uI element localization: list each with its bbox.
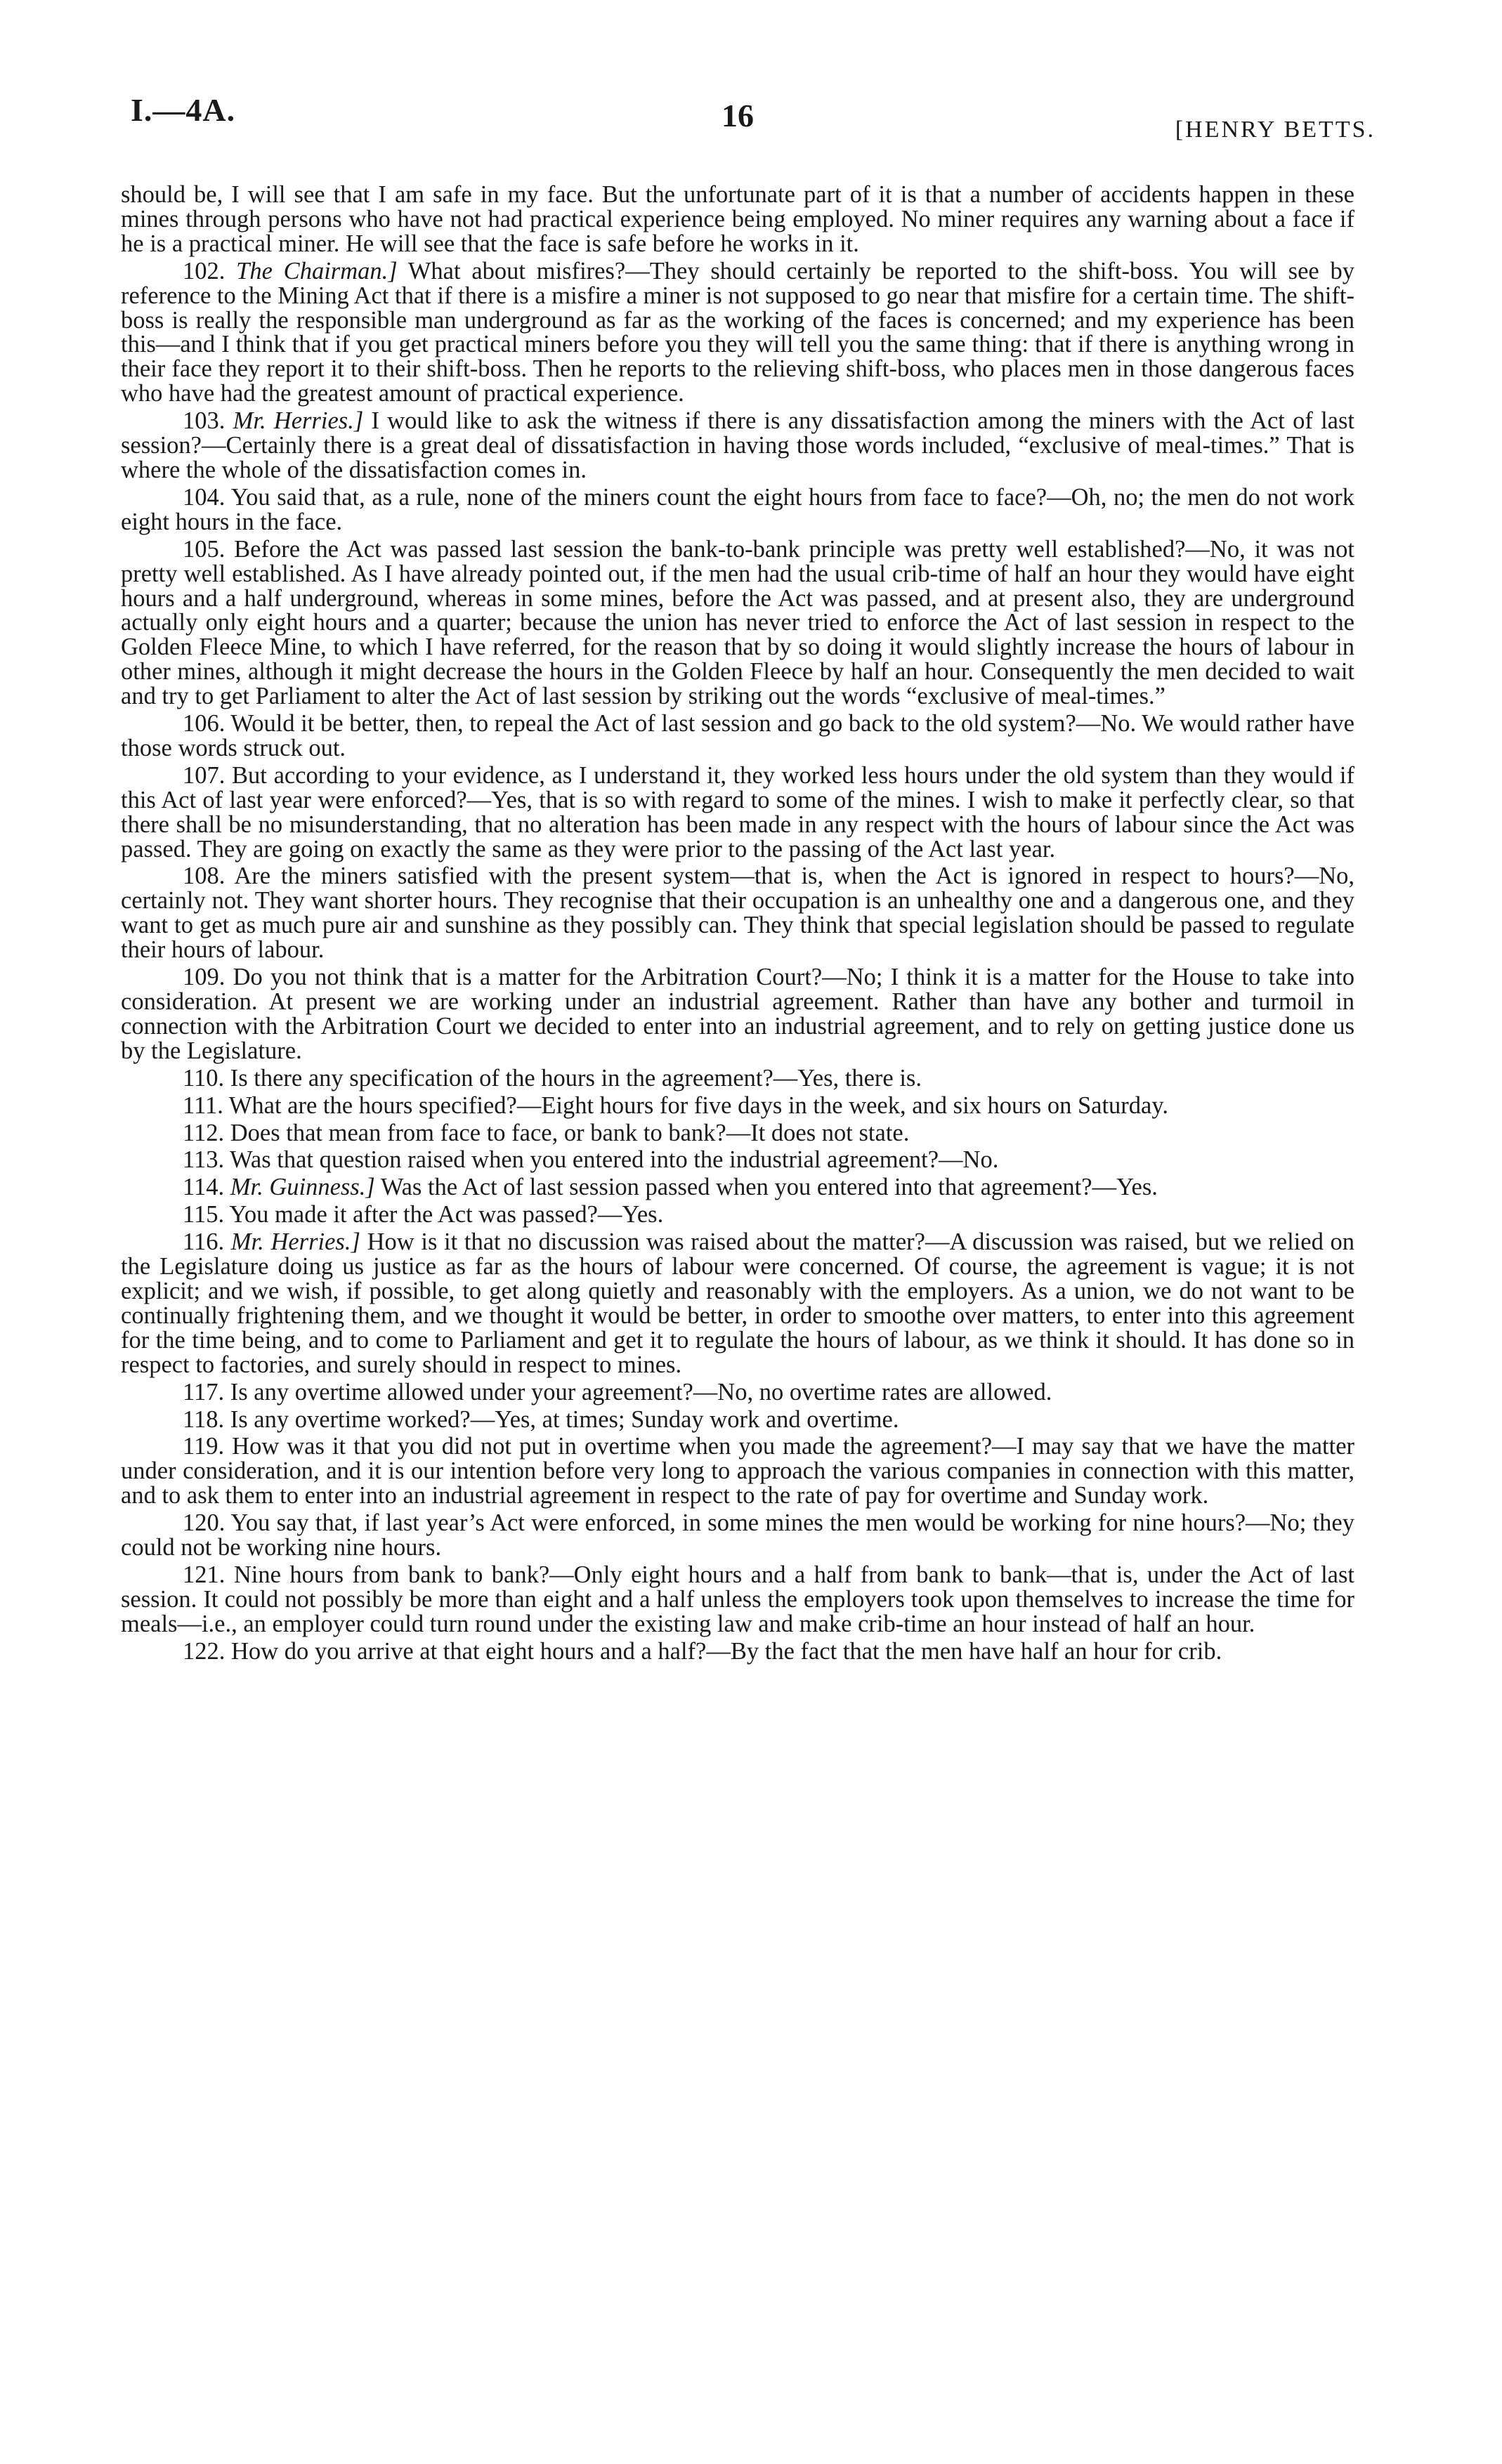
evidence-paragraph [121, 1563, 1354, 1637]
question-number: 105. [183, 535, 226, 563]
paragraph-text: What are the hours specified?—Eight hours for five days in the week, and six hours on Saturday. [228, 1092, 1168, 1119]
evidence-paragraph [121, 1511, 1354, 1560]
paragraph-text: Was the Act of last session passed when you entered into that agreement?—Yes. [380, 1174, 1158, 1201]
evidence-paragraph [121, 1405, 1354, 1433]
page-number: 16 [721, 98, 754, 133]
paragraph-text: How do you arrive at that eight hours and a half?—By the fact that the men have half an hour for crib. [231, 1637, 1222, 1665]
question-number: 111. [183, 1092, 223, 1119]
paragraph-text: Is there any specification of the hours in the agreement?—Yes, there is. [230, 1064, 922, 1092]
speaker-name: The Chairman.] [236, 257, 398, 284]
evidence-paragraph [121, 1121, 1354, 1146]
question-number: 118. [183, 1405, 225, 1433]
paragraph-text: How is it that no discussion was raised about the matter?—A discussion was raised, but we relied on the Legislature doing us justice as far as the hours of labour were concerned. Of course, the agreement is vague; it is not explicit; and we wish, if possible, to get along quietly and reasonably with the employers. As a union, we do not want to be continually frightening them, and we thought it would be better, in order to smoothe over matters, to enter into this agreement for the time being, and to come to Parliament and get it to regulate the hours of labour, as we think it should. It has done so in respect to factories, and surely should in respect to mines. [121, 1228, 1355, 1378]
evidence-paragraph [121, 1175, 1354, 1200]
paragraph-text: I would like to ask the witness if there is any dissatisfaction among the miners with the Act of last session?—Certainly there is a great deal of dissatisfaction in having those words included, “exclusive of meal-times.” That is where the whole of the dissatisfaction comes in. [121, 407, 1355, 483]
parliamentary-paper-ref: I.—4A. [131, 92, 236, 128]
paragraph-text: You say that, if last year’s Act were enforced, in some mines the men would be working for nine hours?—No; they could not be working nine hours. [121, 1509, 1354, 1561]
paragraph-text: Do you not think that is a matter for the Arbitration Court?—No; I think it is a matter for the House to take into consideration. At present we are working under an industrial agreement. Rather than have any bother and turmoil in connection with the Arbitration Court we decided to enter into an industrial agreement, and to rely on getting justice done us by the Legislature. [121, 964, 1354, 1064]
speaker-name: Mr. Herries.] [233, 407, 364, 435]
question-number: 108. [183, 863, 226, 890]
question-number: 107. [183, 761, 226, 789]
evidence-paragraph [121, 1434, 1354, 1508]
question-number: 121. [183, 1561, 226, 1588]
evidence-paragraph [121, 537, 1354, 709]
speaker-name: Mr. Guinness.] [230, 1174, 375, 1201]
question-number: 122. [183, 1637, 226, 1665]
question-number: 116. [183, 1228, 225, 1256]
paragraph-text: Are the miners satisfied with the present system—that is, when the Act is ignored in respect to hours?—No, certainly not. They want shorter hours. They recognise that their occupation is an unhealthy one and a dangerous one, and they want to get as much pure air and sunshine as they possibly can. They think that special legislation should be passed to regulate their hours of labour. [121, 863, 1354, 964]
question-number: 114. [183, 1174, 225, 1201]
question-number: 120. [183, 1509, 226, 1537]
paragraph-text: What about misfires?—They should certainly be reported to the shift-boss. You will see by reference to the Mining Act that if there is a misfire a miner is not supposed to go near that misfire for a certain time. The shift-boss is really the responsible man underground as far as the working of the faces is concerned; and my experience has been this—and I think that if you get practical miners before you they will tell you the same thing: that if there is anything wrong in their face they report it to their shift-boss. Then he reports to the relieving shift-boss, who places men in those dangerous faces who have had the greatest amount of practical experience. [121, 257, 1354, 407]
evidence-paragraph [121, 1639, 1354, 1664]
evidence-paragraph [121, 409, 1354, 483]
question-number: 109. [183, 964, 226, 991]
question-number: 119. [183, 1433, 225, 1460]
question-number: 104. [183, 483, 226, 511]
question-number: 115. [183, 1201, 225, 1228]
evidence-paragraph [121, 1066, 1354, 1091]
evidence-paragraph [121, 485, 1354, 535]
evidence-paragraph [121, 965, 1354, 1063]
paragraph-text: Was that question raised when you entered into the industrial agreement?—No. [230, 1146, 999, 1174]
question-number: 113. [183, 1146, 225, 1174]
paragraph-text: Nine hours from bank to bank?—Only eight hours and a half from bank to bank—that is, under the Act of last session. It could not possibly be more than eight and a half unless the employers took upon themselves to increase the time for meals—i.e., an employer could turn round under the existing law and make crib-time an hour instead of half an hour. [121, 1561, 1354, 1637]
paragraph-text: But according to your evidence, as I understand it, they worked less hours under the old system than they would if this Act of last year were enforced?—Yes, that is so with regard to some of the mines. I wish to make it perfectly clear, so that there shall be no misunderstanding, that no alteration has been made in any respect with the hours of labour since the Act was passed. They are going on exactly the same as they were prior to the passing of the Act last year. [121, 761, 1355, 863]
evidence-text [121, 183, 1354, 1664]
evidence-paragraph [121, 761, 1355, 863]
question-number: 117. [183, 1378, 225, 1405]
question-number: 102. [183, 257, 226, 284]
evidence-paragraph [121, 712, 1354, 761]
paragraph-text: Is any overtime allowed under your agreement?—No, no overtime rates are allowed. [230, 1378, 1052, 1405]
witness-name: [HENRY BETTS. [1175, 117, 1376, 143]
question-number: 110. [183, 1064, 225, 1092]
evidence-paragraph [121, 1094, 1354, 1118]
page-header [121, 91, 1376, 155]
paragraph-text: Does that mean from face to face, or bank to bank?—It does not state. [230, 1119, 910, 1146]
paragraph-text: Would it be better, then, to repeal the Act of last session and go back to the old system?—No. We would rather have those words struck out. [121, 710, 1354, 761]
paragraph-text: Before the Act was passed last session the bank-to-bank principle was pretty well established?—No, it was not pretty well established. As I have already pointed out, if the men had the usual crib-time of half an hour they would have eight hours and a half underground, whereas in some mines, before the Act was passed, and at present also, they are underground actually only eight hours and a quarter; because the union has never tried to enforce the Act of last session in respect to the Golden Fleece Mine, to which I have referred, for the reason that by so doing it would slightly increase the hours of labour in other mines, although it might decrease the hours in the Golden Fleece by half an hour. Consequently the men decided to wait and try to get Parliament to alter the Act of last session by striking out the words “exclusive of meal-times.” [121, 535, 1354, 710]
speaker-name: Mr. Herries.] [230, 1228, 360, 1256]
continued-paragraph [121, 183, 1354, 256]
question-number: 106. [183, 710, 226, 738]
evidence-paragraph [121, 1202, 1354, 1227]
question-number: 103. [183, 407, 226, 435]
paragraph-text: How was it that you did not put in overtime when you made the agreement?—I may say that we have the matter under consideration, and it is our intention before very long to approach the various companies in connection with this matter, and to ask them to enter into an industrial agreement in respect to the rate of pay for overtime and Sunday work. [121, 1433, 1355, 1509]
evidence-paragraph [121, 1380, 1354, 1405]
evidence-paragraph [121, 1230, 1354, 1377]
evidence-paragraph [121, 259, 1354, 406]
paragraph-text: Is any overtime worked?—Yes, at times; Sunday work and overtime. [230, 1405, 899, 1433]
evidence-paragraph [121, 1148, 1354, 1172]
evidence-paragraph [121, 864, 1354, 962]
paragraph-text: You made it after the Act was passed?—Yes. [229, 1201, 664, 1228]
paragraph-text: You said that, as a rule, none of the miners count the eight hours from face to face?—Oh, no; the men do not work eight hours in the face. [121, 483, 1354, 535]
question-number: 112. [183, 1119, 225, 1146]
paragraph-text: should be, I will see that I am safe in my face. But the unfortunate part of it is that a number of accidents happen in these mines through persons who have not had practical experience being employed. No miner requires any warning about a face if he is a practical miner. He will see that the face is safe before he works in it. [121, 181, 1354, 257]
